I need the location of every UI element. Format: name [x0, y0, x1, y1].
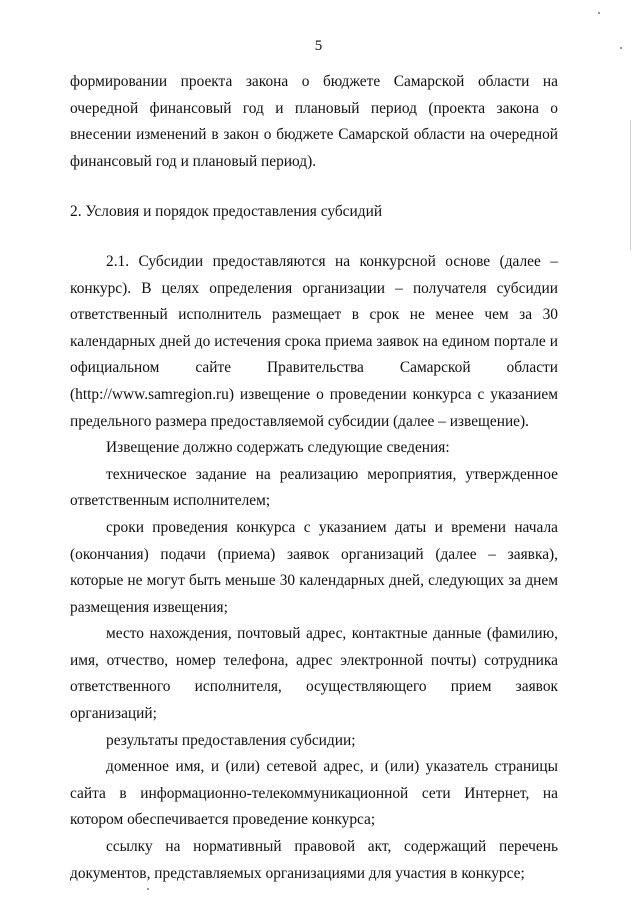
section-heading: 2. Условия и порядок предоставления субсидий	[70, 203, 383, 221]
list-item-contacts: место нахождения, почтовый адрес, контактные данные (фамилию, имя, отчество, номер телефона, адрес электронной почты) сотрудника ответственного исполнителя, осуществляющего прием заявок организаций;	[70, 625, 558, 723]
scan-edge-line	[630, 120, 631, 250]
scan-speck	[620, 47, 622, 49]
paragraph-notice-intro: Извещение должно содержать следующие сведения:	[106, 439, 450, 457]
list-item-legal-act: ссылку на нормативный правовой акт, содержащий перечень документов, представляемых организациями для участия в конкурсе;	[70, 838, 558, 882]
list-item-results: результаты предоставления субсидии;	[106, 731, 356, 749]
scan-speck	[147, 888, 149, 890]
page-number: 5	[314, 38, 323, 54]
document-body	[70, 69, 558, 887]
list-item-technical-task: техническое задание на реализацию мероприятия, утвержденное ответственным исполнителем;	[70, 465, 558, 510]
scan-speck	[598, 12, 600, 14]
list-item-deadlines: сроки проведения конкурса с указанием даты и времени начала (окончания) подачи (приема) заявок организаций (далее – заявка), которые не могут быть меньше 30 календарных дней, следующих за днем размещения извещения;	[70, 518, 558, 616]
paragraph-continuation: формировании проекта закона о бюджете Самарской области на очередной финансовый год и плановый период (проекта закона о внесении изменений в закон о бюджете Самарской области на очередной финансовый год и плановый период).	[70, 73, 558, 170]
paragraph-clause-2-1: 2.1. Субсидии предоставляются на конкурсной основе (далее – конкурс). В целях определения организации – получателя субсидии ответственный исполнитель размещает в срок не менее чем за 30 календарных дней до истечения срока приема заявок на едином портале и официальном сайте Правительства Самарской области (http://www.samregion.ru) извещение о проведении конкурса с указанием предельного размера предоставляемой субсидии (далее – извещение).	[70, 252, 558, 430]
list-item-domain: доменное имя, и (или) сетевой адрес, и (или) указатель страницы сайта в информационно-телекоммуникационной сети Интернет, на котором обеспечивается проведение конкурса;	[70, 758, 558, 829]
